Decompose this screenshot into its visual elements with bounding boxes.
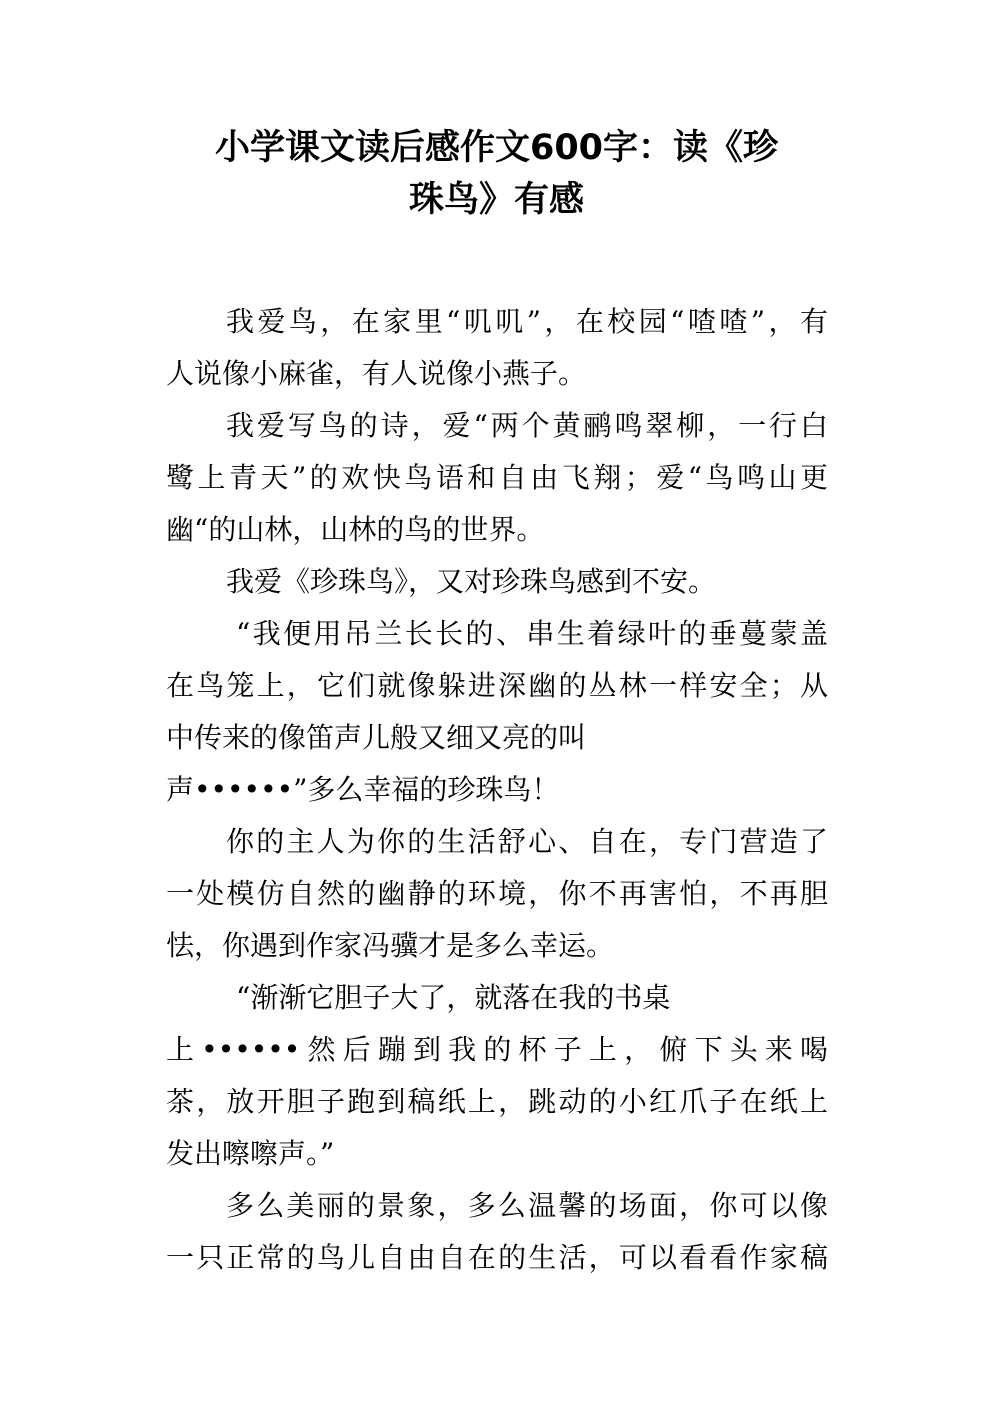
paragraph-line: 一只正常的鸟儿自由自在的生活，可以看看作家稿 bbox=[166, 1241, 828, 1274]
document-body bbox=[166, 296, 828, 1284]
paragraph-line: 多么美丽的景象，多么温馨的场面，你可以像 bbox=[226, 1189, 828, 1222]
paragraph-line: 上••••••然后蹦到我的杯子上，俯下头来喝 bbox=[166, 1033, 828, 1066]
paragraph-line: 我爱《珍珠鸟》，又对珍珠鸟感到不安。 bbox=[226, 565, 717, 598]
paragraph-line: 发出嚓嚓声。” bbox=[166, 1137, 335, 1170]
document-title bbox=[0, 122, 993, 226]
paragraph-line: 茶，放开胆子跑到稿纸上，跳动的小红爪子在纸上 bbox=[166, 1085, 828, 1118]
paragraph-line: 我爱鸟，在家里“叽叽”，在校园“喳喳”，有 bbox=[226, 305, 828, 338]
title-line: 珠鸟》有感 bbox=[408, 180, 584, 220]
paragraph-line: 一处模仿自然的幽静的环境，你不再害怕，不再胆 bbox=[166, 877, 828, 910]
paragraph-line: 幽“的山林，山林的鸟的世界。 bbox=[166, 513, 545, 546]
paragraph-line: “我便用吊兰长长的、串生着绿叶的垂蔓蒙盖 bbox=[236, 617, 828, 650]
paragraph-line: 怯，你遇到作家冯骥才是多么幸运。 bbox=[166, 929, 615, 962]
paragraph-line: 人说像小麻雀，有人说像小燕子。 bbox=[166, 357, 587, 390]
title-line: 小学课文读后感作文600字：读《珍 bbox=[214, 128, 779, 168]
paragraph-line: 我爱写鸟的诗，爱“两个黄鹂鸣翠柳，一行白 bbox=[226, 409, 828, 442]
paragraph-line: 声••••••”多么幸福的珍珠鸟！ bbox=[166, 773, 560, 806]
paragraph-line: 中传来的像笛声儿般又细又亮的叫 bbox=[166, 721, 587, 754]
paragraph-line: 你的主人为你的生活舒心、自在，专门营造了 bbox=[226, 825, 828, 858]
paragraph-line: “渐渐它胆子大了，就落在我的书桌 bbox=[236, 981, 671, 1014]
paragraph-line: 在鸟笼上，它们就像躲进深幽的丛林一样安全；从 bbox=[166, 669, 828, 702]
paragraph-line: 鹭上青天”的欢快鸟语和自由飞翔；爱“鸟鸣山更 bbox=[166, 461, 828, 494]
